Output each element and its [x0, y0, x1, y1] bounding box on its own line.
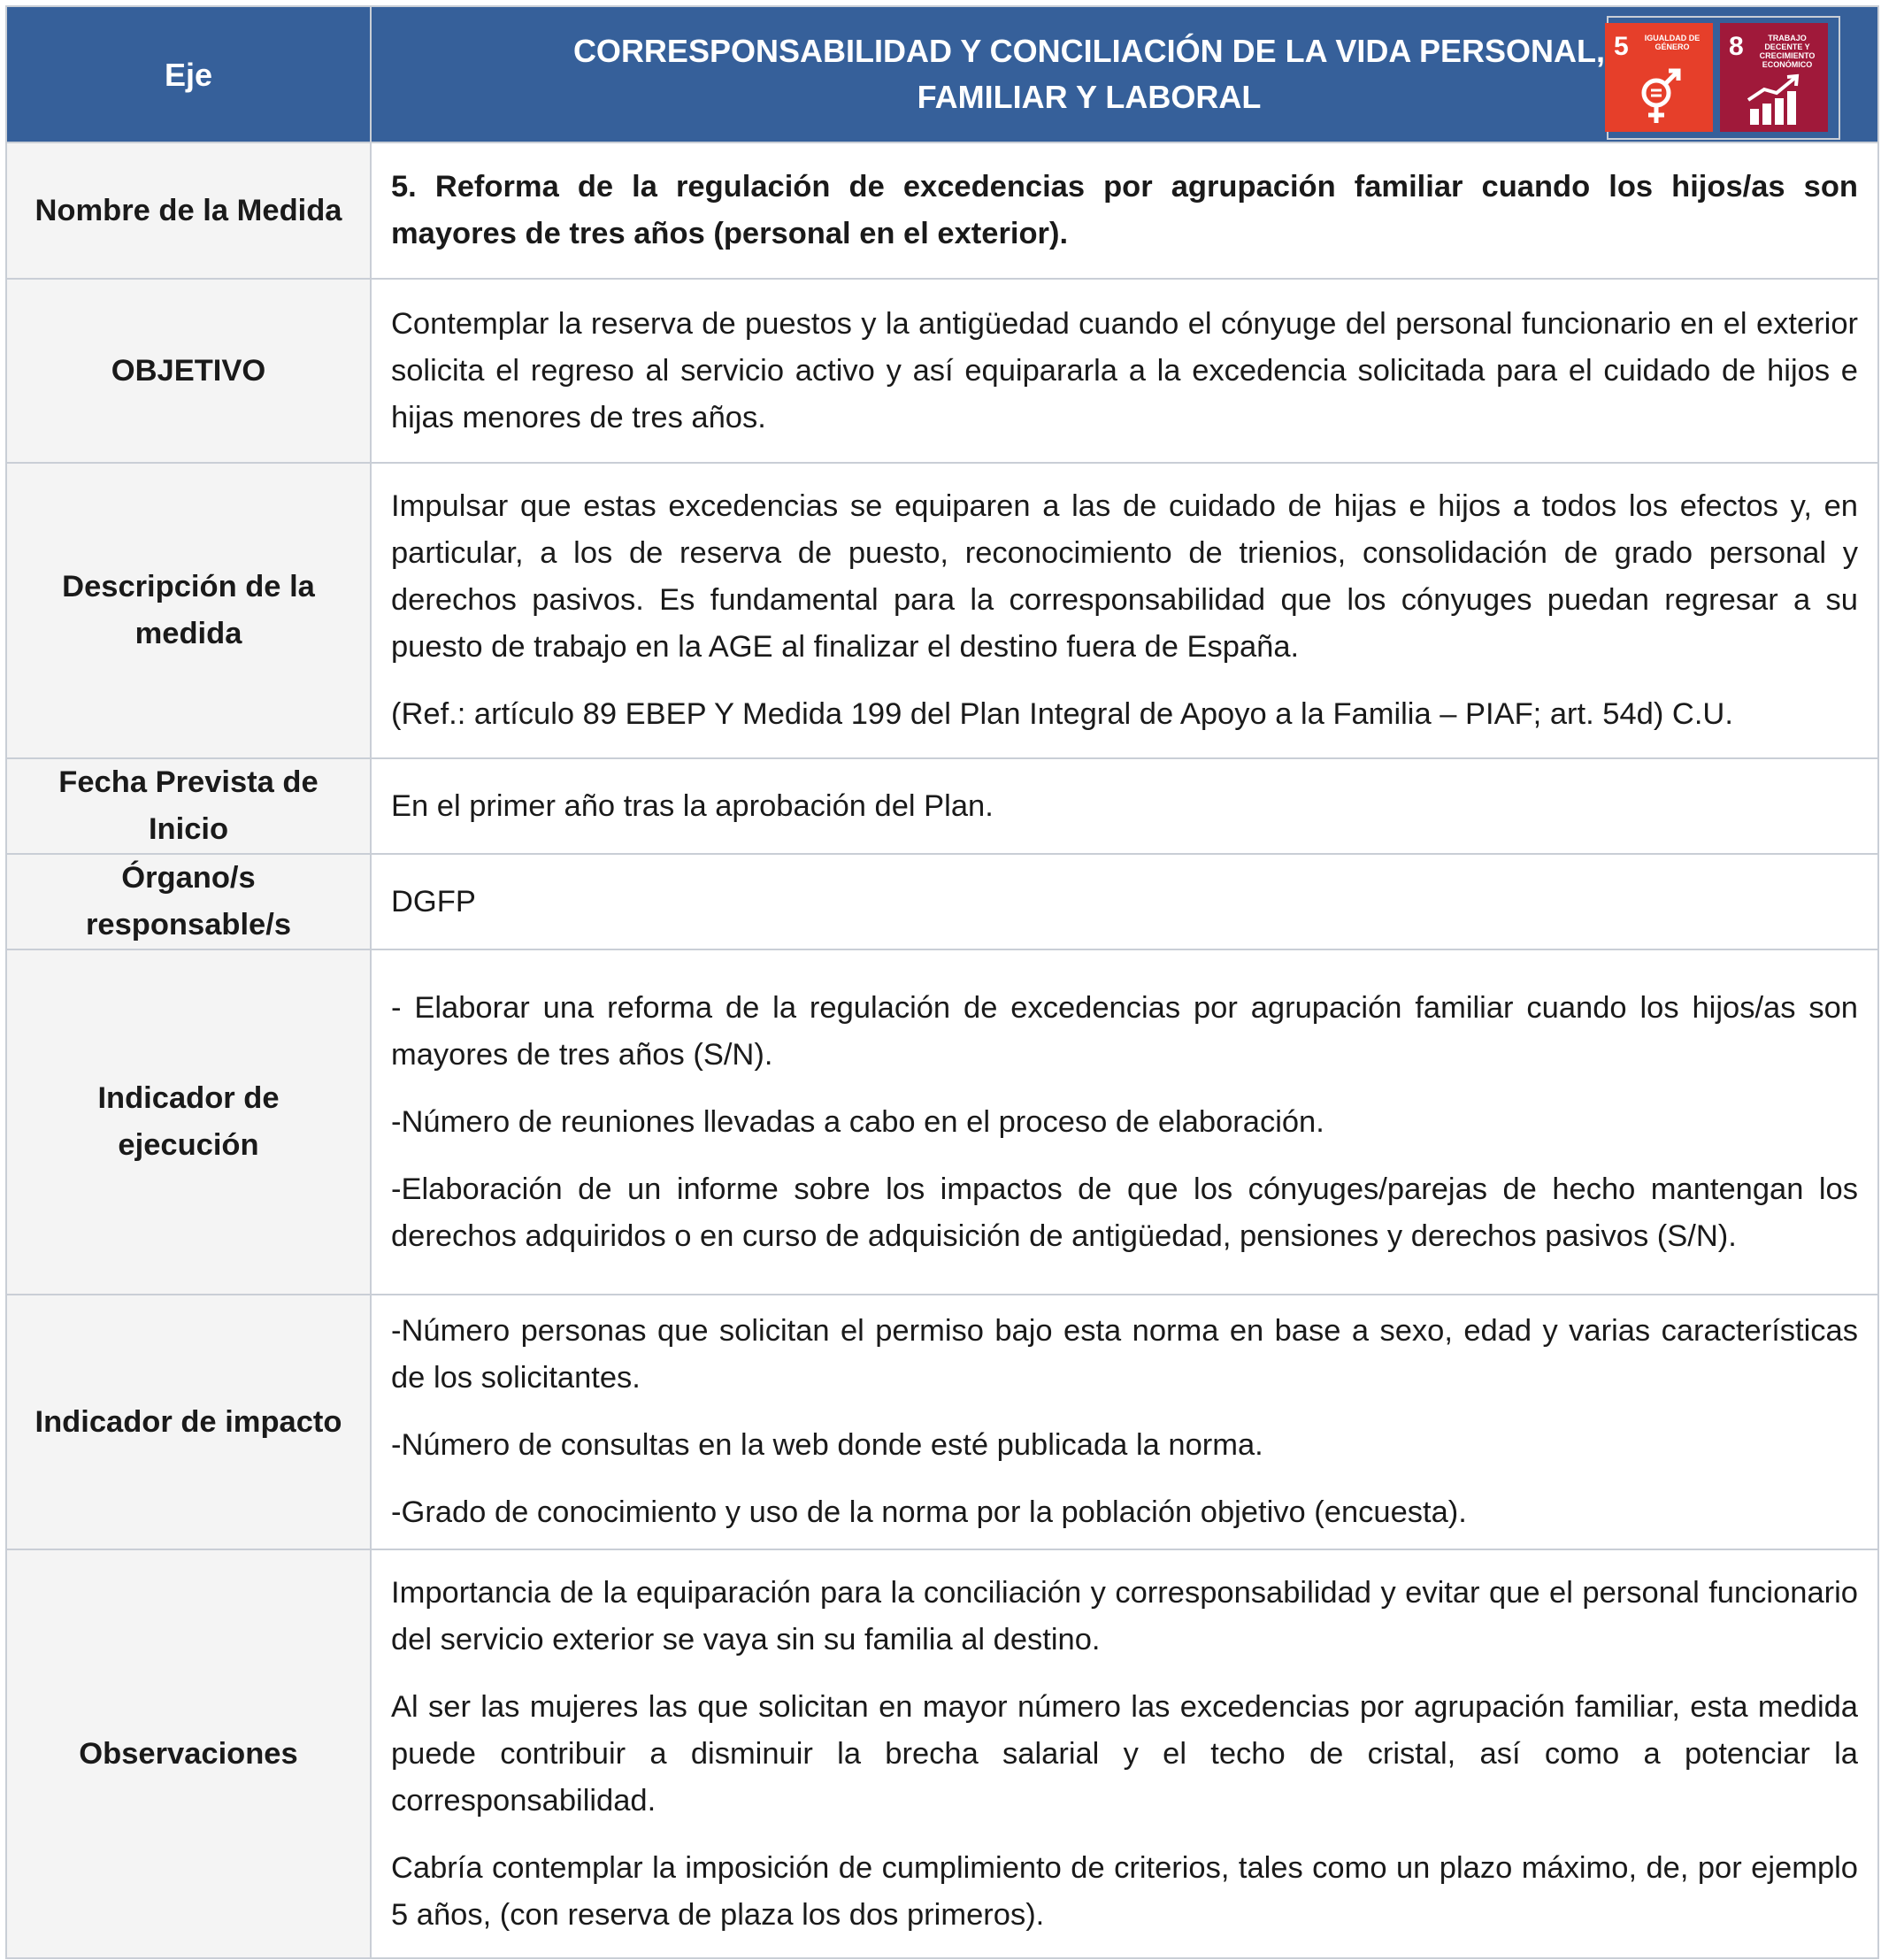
- measure-table: [5, 5, 1879, 1959]
- value-fecha: En el primer año tras la aprobación del Plan.: [371, 758, 1878, 854]
- value-objetivo: Contemplar la reserva de puestos y la antigüedad cuando el cónyuge del personal funcionario en el exterior solicita el regreso al servicio activo y así equipararla a la excedencia solicitada para el cuidado de hijos e hijas menores de tres años.: [371, 279, 1878, 463]
- sdg-badges: [1605, 23, 1828, 132]
- row-ejecucion: [6, 949, 1878, 1295]
- label-descripcion: Descripción de la medida: [6, 463, 371, 758]
- row-impacto: [6, 1295, 1878, 1549]
- axis-title-line1: CORRESPONSABILIDAD Y CONCILIACIÓN DE LA VIDA PERSONAL,: [572, 33, 1606, 69]
- row-observaciones: [6, 1549, 1878, 1958]
- sdg-5-badge: [1605, 23, 1713, 132]
- growth-chart-icon: [1747, 73, 1805, 127]
- sdg-8-number: 8: [1729, 32, 1744, 61]
- ejecucion-item: -Número de reuniones llevadas a cabo en el proceso de elaboración.: [391, 1104, 1324, 1139]
- row-fecha: [6, 758, 1878, 854]
- observaciones-paragraph: Al ser las mujeres las que solicitan en mayor número las excedencias por agrupación familiar, esta medida puede contribuir a disminuir la brecha salarial y el techo de cristal, así como a potenciar la corresponsabilidad.: [391, 1689, 1858, 1818]
- value-descripcion: [371, 463, 1878, 758]
- impacto-item: -Número de consultas en la web donde esté publicada la norma.: [391, 1428, 1263, 1462]
- row-descripcion: [6, 463, 1878, 758]
- axis-title-line2: FAMILIAR Y LABORAL: [917, 79, 1262, 115]
- sdg-5-text: IGUALDAD DE GÉNERO: [1644, 34, 1701, 51]
- impacto-item: -Grado de conocimiento y uso de la norma por la población objetivo (encuesta).: [391, 1495, 1467, 1529]
- axis-title: [371, 6, 1878, 142]
- row-nombre: [6, 142, 1878, 279]
- ejecucion-item: - Elaborar una reforma de la regulación de excedencias por agrupación familiar cuando los hijos/as son mayores de tres años (S/N).: [391, 990, 1858, 1072]
- measure-sheet: [5, 5, 1877, 1959]
- label-nombre: Nombre de la Medida: [6, 142, 371, 279]
- ejecucion-item: -Elaboración de un informe sobre los impactos de que los cónyuges/parejas de hecho mantengan los derechos adquiridos o en curso de adquisición de antigüedad, pensiones y derechos pasivos (S/N).: [391, 1172, 1858, 1253]
- label-observaciones: Observaciones: [6, 1549, 371, 1958]
- observaciones-paragraph: Importancia de la equiparación para la conciliación y corresponsabilidad y evitar que el personal funcionario del servicio exterior se vaya sin su familia al destino.: [391, 1575, 1858, 1656]
- label-impacto: Indicador de impacto: [6, 1295, 371, 1549]
- descripcion-reference: (Ref.: artículo 89 EBEP Y Medida 199 del Plan Integral de Apoyo a la Familia – PIAF; art. 54d) C.U.: [391, 697, 1733, 731]
- value-observaciones: [371, 1549, 1878, 1958]
- sdg-5-number: 5: [1614, 32, 1629, 61]
- descripcion-paragraph: Impulsar que estas excedencias se equiparen a las de cuidado de hijas e hijos a todos los efectos y, en particular, a los de reserva de puesto, reconocimiento de trienios, consolidación de grado personal y derechos pasivos. Es fundamental para la corresponsabilidad que los cónyuges puedan regresar a su puesto de trabajo en la AGE al finalizar el destino fuera de España.: [391, 489, 1858, 664]
- observaciones-paragraph: Cabría contemplar la imposición de cumplimiento de criterios, tales como un plazo máximo, de, por ejemplo 5 años, (con reserva de plaza los dos primeros).: [391, 1850, 1858, 1932]
- row-objetivo: [6, 279, 1878, 463]
- header-row: [6, 6, 1878, 142]
- value-ejecucion: [371, 949, 1878, 1295]
- value-impacto: [371, 1295, 1878, 1549]
- row-organo: [6, 854, 1878, 949]
- eje-label: Eje: [6, 6, 371, 142]
- label-organo: Órgano/s responsable/s: [6, 854, 371, 949]
- sdg-8-badge: [1720, 23, 1828, 132]
- label-ejecucion: Indicador de ejecución: [6, 949, 371, 1295]
- gender-equality-icon: [1631, 66, 1685, 127]
- value-nombre: 5. Reforma de la regulación de excedencias por agrupación familiar cuando los hijos/as son mayores de tres años (personal en el exterior).: [371, 142, 1878, 279]
- sdg-8-text: TRABAJO DECENTE Y CRECIMIENTO ECONÓMICO: [1759, 34, 1816, 69]
- label-objetivo: OBJETIVO: [6, 279, 371, 463]
- label-fecha: Fecha Prevista de Inicio: [6, 758, 371, 854]
- value-organo: DGFP: [371, 854, 1878, 949]
- impacto-item: -Número personas que solicitan el permiso bajo esta norma en base a sexo, edad y varias características de los solicitantes.: [391, 1314, 1858, 1395]
